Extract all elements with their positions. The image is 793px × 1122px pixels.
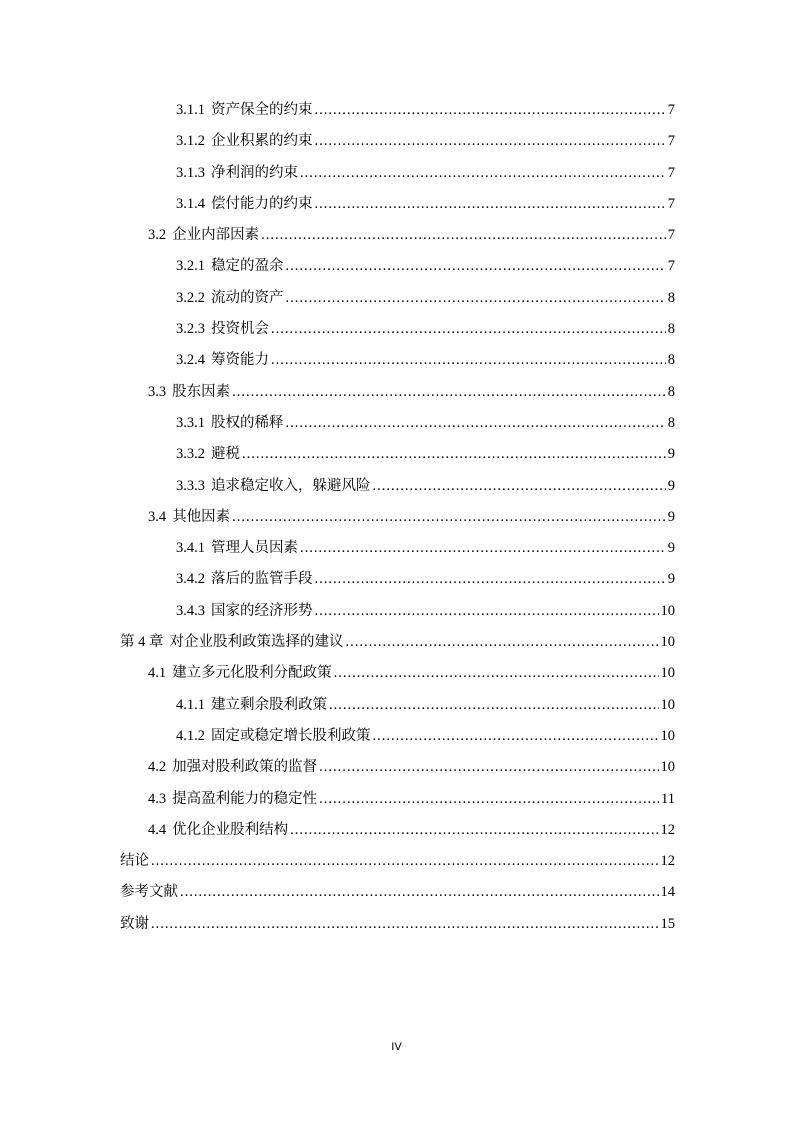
dot-leader [286, 251, 666, 282]
toc-entry-number: 3.1.4 [176, 195, 205, 212]
toc-entry-number: 3.4.1 [176, 540, 205, 557]
dot-leader [300, 158, 666, 189]
toc-entry-title: 股权的稀释 [211, 414, 284, 431]
toc-entry-number: 4.1.1 [176, 696, 205, 713]
toc-entry-title: 流动的资产 [211, 289, 284, 306]
toc-entry-title: 投资机会 [211, 321, 269, 338]
toc-entry-number: 3.3 [148, 383, 167, 400]
toc-entry[interactable] [120, 690, 675, 721]
dot-leader [315, 126, 666, 157]
toc-entry-title: 建立多元化股利分配政策 [172, 665, 332, 682]
toc-entry-number: 第 4 章 [120, 634, 164, 651]
toc-entry-title: 股东因素 [172, 383, 231, 400]
toc-entry-page: 12 [660, 853, 675, 870]
dot-leader [242, 439, 666, 470]
dot-leader [319, 784, 659, 815]
toc-entry[interactable] [120, 158, 675, 189]
toc-entry-number: 3.4.3 [176, 602, 205, 619]
toc-entry-number: 3.3.2 [176, 446, 205, 463]
toc-entry[interactable] [120, 126, 675, 157]
dot-leader [373, 471, 666, 502]
dot-leader [373, 721, 659, 752]
toc-entry-page: 7 [667, 258, 675, 275]
toc-entry-title: 管理人员因素 [211, 540, 298, 557]
toc-entry-title: 其他因素 [172, 508, 231, 525]
toc-entry[interactable] [120, 846, 675, 877]
dot-leader [300, 533, 666, 564]
toc-entry[interactable] [120, 95, 675, 126]
toc-entry-number: 4.4 [148, 821, 167, 838]
toc-entry[interactable] [120, 533, 675, 564]
toc-entry-title: 参考文献 [120, 884, 178, 901]
toc-entry-number: 3.2.1 [176, 258, 205, 275]
toc-entry-title: 稳定的盈余 [211, 258, 284, 275]
toc-entry-number: 3.1.2 [176, 133, 205, 150]
dot-leader [271, 345, 666, 376]
toc-entry-number: 3.2 [148, 227, 167, 244]
toc-entry[interactable] [120, 752, 675, 783]
toc-entry-title: 企业内部因素 [172, 227, 260, 244]
toc-entry-title: 企业积累的约束 [211, 133, 313, 150]
toc-entry-number: 3.4 [148, 508, 167, 525]
dot-leader [271, 314, 666, 345]
toc-entry-number: 3.3.3 [176, 477, 205, 494]
toc-entry-page: 8 [667, 289, 675, 306]
toc-entry-page: 8 [667, 383, 675, 400]
toc-entry-number: 3.2.4 [176, 352, 205, 369]
toc-entry-title: 建立剩余股利政策 [211, 696, 327, 713]
toc-entry-title: 净利润的约束 [211, 164, 298, 181]
toc-entry-page: 9 [667, 540, 675, 557]
page-number: IV [391, 1041, 402, 1053]
toc-entry-page: 10 [660, 634, 675, 651]
toc-entry[interactable] [120, 439, 675, 470]
toc-entry-page: 10 [660, 759, 675, 776]
dot-leader [151, 909, 659, 940]
dot-leader [180, 877, 659, 908]
toc-entry-page: 15 [660, 915, 675, 932]
toc-entry-number: 3.4.2 [176, 571, 205, 588]
toc-entry-number: 3.1.1 [176, 102, 205, 118]
toc-entry-page: 8 [667, 321, 675, 338]
toc-entry[interactable] [120, 189, 675, 220]
toc-entry[interactable] [120, 658, 675, 689]
toc-entry-title: 对企业股利政策选择的建议 [169, 634, 344, 651]
toc-entry[interactable] [120, 283, 675, 314]
toc-entry-title: 偿付能力的约束 [211, 195, 313, 212]
toc-entry-page: 10 [660, 727, 675, 744]
toc-entry-title: 资产保全的约束 [211, 102, 313, 118]
dot-leader [261, 220, 666, 251]
toc-entry-page: 9 [667, 571, 675, 588]
toc-entry-number: 4.3 [148, 790, 167, 807]
toc-entry-title: 加强对股利政策的监督 [172, 759, 318, 776]
toc-entry[interactable] [120, 408, 675, 439]
dot-leader [334, 658, 659, 689]
toc-entry-title: 筹资能力 [211, 352, 269, 369]
dot-leader [315, 95, 666, 126]
toc-entry-title: 结论 [120, 853, 149, 870]
toc-entry-page: 9 [667, 477, 675, 494]
toc-entry-title: 国家的经济形势 [211, 602, 313, 619]
toc-entry-page: 10 [660, 696, 675, 713]
toc-entry-title: 优化企业股利结构 [172, 821, 289, 838]
dot-leader [315, 564, 666, 595]
toc-entry[interactable] [120, 377, 675, 408]
toc-entry[interactable] [120, 909, 675, 940]
toc-entry[interactable] [120, 251, 675, 282]
toc-entry[interactable] [120, 627, 675, 658]
dot-leader [286, 408, 666, 439]
toc-entry[interactable] [120, 345, 675, 376]
toc-entry-title: 落后的监管手段 [211, 571, 313, 588]
toc-entry-title: 固定或稳定增长股利政策 [211, 727, 371, 744]
dot-leader [232, 502, 666, 533]
toc-entry-number: 3.2.3 [176, 321, 205, 338]
toc-entry-page: 11 [661, 790, 675, 807]
toc-entry-title: 避税 [211, 446, 240, 463]
toc-entry[interactable] [120, 314, 675, 345]
toc-entry-page: 12 [660, 821, 675, 838]
toc-entry-title: 提高盈利能力的稳定性 [172, 790, 318, 807]
dot-leader [346, 627, 659, 658]
toc-entry-page: 7 [667, 102, 675, 118]
toc-entry-page: 14 [660, 884, 675, 901]
dot-leader [151, 846, 659, 877]
toc-entry[interactable] [120, 877, 675, 908]
dot-leader [319, 752, 658, 783]
toc-entry-page: 7 [667, 133, 675, 150]
toc-entry-title: 致谢 [120, 915, 149, 932]
toc-entry-page: 9 [667, 446, 675, 463]
toc-entry[interactable] [120, 564, 675, 595]
toc-entry-number: 4.2 [148, 759, 167, 776]
toc-entry[interactable] [120, 721, 675, 752]
table-of-contents [120, 95, 675, 940]
toc-entry-title: 追求稳定收入，躲避风险 [211, 477, 371, 494]
dot-leader [232, 377, 666, 408]
toc-entry-page: 8 [667, 352, 675, 369]
toc-entry-number: 4.1.2 [176, 727, 205, 744]
toc-entry-number: 3.2.2 [176, 289, 205, 306]
toc-entry-number: 3.1.3 [176, 164, 205, 181]
dot-leader [329, 690, 659, 721]
toc-entry[interactable] [120, 220, 675, 251]
toc-entry-number: 4.1 [148, 665, 167, 682]
toc-entry-page: 7 [667, 227, 675, 244]
toc-entry[interactable] [120, 784, 675, 815]
dot-leader [286, 283, 666, 314]
toc-entry[interactable] [120, 502, 675, 533]
toc-entry-page: 9 [667, 508, 675, 525]
toc-entry-page: 10 [660, 602, 675, 619]
toc-entry[interactable] [120, 596, 675, 627]
dot-leader [290, 815, 658, 846]
dot-leader [315, 596, 659, 627]
toc-entry[interactable] [120, 815, 675, 846]
toc-entry-page: 7 [667, 195, 675, 212]
toc-entry-page: 10 [660, 665, 675, 682]
dot-leader [315, 189, 666, 220]
toc-entry-number: 3.3.1 [176, 414, 205, 431]
toc-entry[interactable] [120, 471, 675, 502]
toc-entry-page: 8 [667, 414, 675, 431]
toc-entry-page: 7 [667, 164, 675, 181]
